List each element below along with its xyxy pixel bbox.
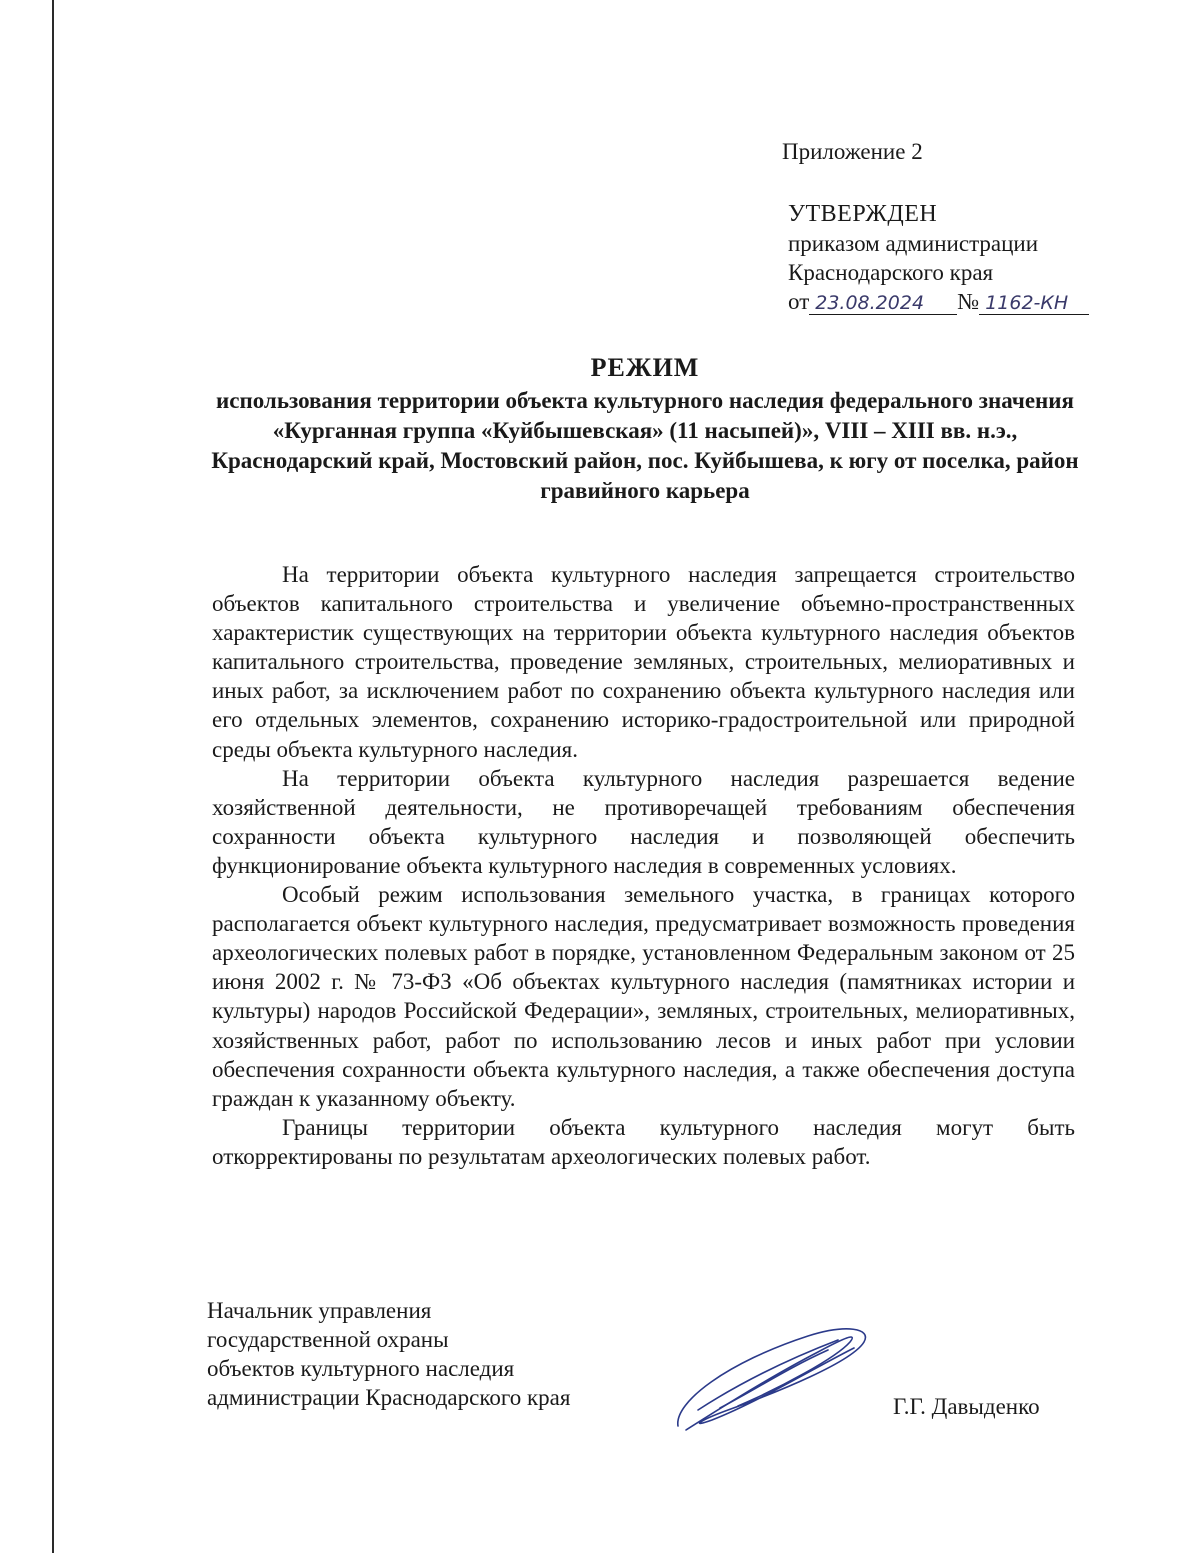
document-title: РЕЖИМ	[590, 353, 700, 382]
position-line-3: объектов культурного наследия	[207, 1356, 515, 1381]
position-line-1: Начальник управления	[207, 1298, 432, 1323]
page-left-edge-rule	[52, 0, 54, 1553]
approval-line-2: Краснодарского края	[788, 260, 994, 285]
order-number-prefix: №	[957, 289, 980, 314]
approval-title: УТВЕРЖДЕН	[788, 201, 938, 227]
signatory-position	[207, 1296, 570, 1412]
order-reference	[788, 287, 1089, 316]
order-number-handwritten: 1162-КН	[979, 292, 1089, 315]
approval-line-1: приказом администрации	[788, 231, 1039, 256]
document-body	[212, 560, 1075, 1171]
handwritten-signature	[668, 1322, 878, 1434]
paragraph-2: На территории объекта культурного наследия разрешается ведение хозяйственной деятельности, не противоречащей требованиям обеспечения сохранности объекта культурного наследия и позволяющей обеспечить функционирование объекта культурного наследия в современных условиях.	[212, 765, 1075, 878]
order-date-handwritten: 23.08.2024	[809, 292, 957, 315]
document-subtitle: использования территории объекта культурного наследия федерального значения «Курганная группа «Куйбышевская» (11 насыпей)», VIII – XIII вв. н.э., Краснодарский край, Мостовский район, пос. Куйбышева, к югу от поселка, район гравийного карьера	[211, 388, 1079, 503]
position-line-4: администрации Краснодарского края	[207, 1385, 571, 1410]
paragraph-1: На территории объекта культурного наследия запрещается строительство объектов капитального строительства и увеличение объемно-пространственных характеристик существующих на территории объекта культурного наследия объектов капитального строительства, проведение земляных, строительных, мелиоративных и иных работ, за исключением работ по сохранению объекта культурного наследия или его отдельных элементов, сохранению историко-градостроительной или природной среды объекта культурного наследия.	[212, 562, 1075, 762]
order-date-prefix: от	[788, 289, 810, 314]
paragraph-4: Границы территории объекта культурного наследия могут быть откорректированы по результатам археологических полевых работ.	[212, 1114, 1075, 1169]
document-heading	[210, 352, 1080, 506]
approval-stamp	[788, 200, 1089, 316]
paragraph-3: Особый режим использования земельного участка, в границах которого располагается объект культурного наследия, предусматривает возможность проведения археологических полевых работ в порядке, установленном Федеральным законом от 25 июня 2002 г. № 73-ФЗ «Об объектах культурного наследия (памятниках истории и культуры) народов Российской Федерации», земляных, строительных, мелиоративных, хозяйственных работ, работ по использованию лесов и иных работ при условии обеспечения сохранности объекта культурного наследия, а также обеспечения доступа граждан к указанному объекту.	[212, 882, 1075, 1111]
signatory-name: Г.Г. Давыденко	[893, 1394, 1040, 1419]
appendix-label: Приложение 2	[782, 139, 923, 164]
position-line-2: государственной охраны	[207, 1327, 449, 1352]
